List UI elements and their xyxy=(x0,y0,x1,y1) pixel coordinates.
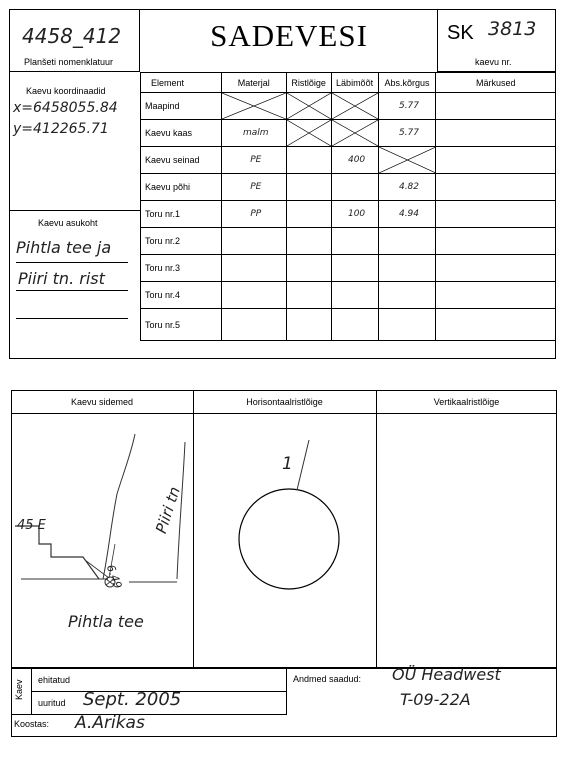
location-line2: Piiri tn. rist xyxy=(18,269,105,288)
andmed-line1: OÜ Headwest xyxy=(392,665,501,684)
row-abs: 5.77 xyxy=(378,93,436,120)
row-materjal: PE xyxy=(221,147,286,174)
andmed-line2: T-09-22A xyxy=(400,690,471,709)
coords-label: Kaevu koordinaadid xyxy=(26,86,106,96)
row-markused xyxy=(436,147,556,174)
row-labimoot xyxy=(331,174,378,201)
page-title: SADEVESI xyxy=(210,18,368,53)
table-row xyxy=(141,201,556,228)
header-element: Element xyxy=(141,73,222,93)
crossed-cell xyxy=(331,120,378,147)
planset-value: 4458_412 xyxy=(22,24,122,48)
table-row xyxy=(141,120,556,147)
coord-y: y=412265.71 xyxy=(13,121,109,137)
row-element: Toru nr.5 xyxy=(141,309,222,341)
row-materjal: malm xyxy=(221,120,286,147)
building-outline xyxy=(15,526,99,579)
table-row xyxy=(141,147,556,174)
header-materjal: Materjal xyxy=(221,73,286,93)
row-element: Toru nr.1 xyxy=(141,201,222,228)
ehitatud-label: ehitatud xyxy=(38,675,71,685)
row-element: Kaevu põhi xyxy=(141,174,222,201)
row-abs: 4.94 xyxy=(378,201,436,228)
row-labimoot: 100 xyxy=(331,201,378,228)
sk-number: 3813 xyxy=(488,18,537,40)
row-abs: 5.77 xyxy=(378,120,436,147)
row-abs: 4.82 xyxy=(378,174,436,201)
sk-prefix: SK xyxy=(447,22,474,44)
row-element: Kaevu kaas xyxy=(141,120,222,147)
sidemed-label: Kaevu sidemed xyxy=(70,397,134,407)
row-element: Toru nr.4 xyxy=(141,282,222,309)
row-ristloige xyxy=(286,174,331,201)
location-label: Kaevu asukoht xyxy=(38,218,98,228)
location-underline1 xyxy=(16,262,128,263)
table-row xyxy=(141,309,556,341)
uuritud-label: uuritud xyxy=(38,698,66,708)
koostas-value: A.Arikas xyxy=(75,713,145,733)
table-row xyxy=(141,93,556,120)
table-row xyxy=(141,255,556,282)
location-underline3 xyxy=(16,318,128,319)
pipe-number: 1 xyxy=(282,454,293,474)
row-element: Maapind xyxy=(141,93,222,120)
row-element: Kaevu seinad xyxy=(141,147,222,174)
street-edge-right xyxy=(177,442,185,579)
header-labimoot: Läbimõõt xyxy=(331,73,378,93)
uuritud-value: Sept. 2005 xyxy=(83,689,182,710)
coord-x: x=6458055.84 xyxy=(13,100,118,116)
street-piiri-label: Piiri tn xyxy=(152,484,184,536)
row-markused xyxy=(436,201,556,228)
crossed-cell xyxy=(286,93,331,120)
header-ristloige: Ristlõige xyxy=(286,73,331,93)
table-row xyxy=(141,282,556,309)
horisontaal-label: Horisontaalristlõige xyxy=(246,397,323,407)
location-divider xyxy=(9,210,140,211)
row-materjal: PE xyxy=(221,174,286,201)
manhole-circle xyxy=(239,489,339,589)
koostas-label: Koostas: xyxy=(14,719,50,729)
street-edge-left xyxy=(103,434,135,579)
planset-label: Planšeti nomenklatuur xyxy=(24,57,114,67)
location-underline2 xyxy=(16,290,128,291)
crossed-cell xyxy=(286,120,331,147)
table-row xyxy=(141,228,556,255)
kaevu-nr-label: kaevu nr. xyxy=(475,57,512,67)
distance-label: 6.49 xyxy=(103,563,125,591)
header-markused: Märkused xyxy=(436,73,556,93)
row-element: Toru nr.3 xyxy=(141,255,222,282)
sketch-divider-2 xyxy=(376,390,377,668)
row-materjal: PP xyxy=(221,201,286,228)
vertikaal-label: Vertikaalristlõige xyxy=(433,397,500,407)
row-element: Toru nr.2 xyxy=(141,228,222,255)
crossed-cell xyxy=(331,93,378,120)
row-ristloige xyxy=(286,201,331,228)
row-markused xyxy=(436,93,556,120)
row-ristloige xyxy=(286,147,331,174)
pipe-line xyxy=(297,440,309,490)
building-label: 45 E xyxy=(17,518,46,533)
table-header-row xyxy=(141,73,556,93)
footer-koostas-line xyxy=(11,714,286,715)
cross-section-drawing xyxy=(194,414,376,668)
crossed-cell xyxy=(221,93,286,120)
header-abs: Abs.kõrgus xyxy=(378,73,436,93)
row-markused xyxy=(436,174,556,201)
row-labimoot: 400 xyxy=(331,147,378,174)
kaev-label: Kaev xyxy=(14,679,24,700)
footer-mid-divider xyxy=(286,668,287,715)
location-line1: Pihtla tee ja xyxy=(16,238,112,257)
street-pihtla-label: Pihtla tee xyxy=(68,612,144,631)
row-markused xyxy=(436,120,556,147)
crossed-cell xyxy=(378,147,436,174)
element-table xyxy=(140,72,556,341)
table-row xyxy=(141,174,556,201)
andmed-label: Andmed saadud: xyxy=(293,674,362,684)
